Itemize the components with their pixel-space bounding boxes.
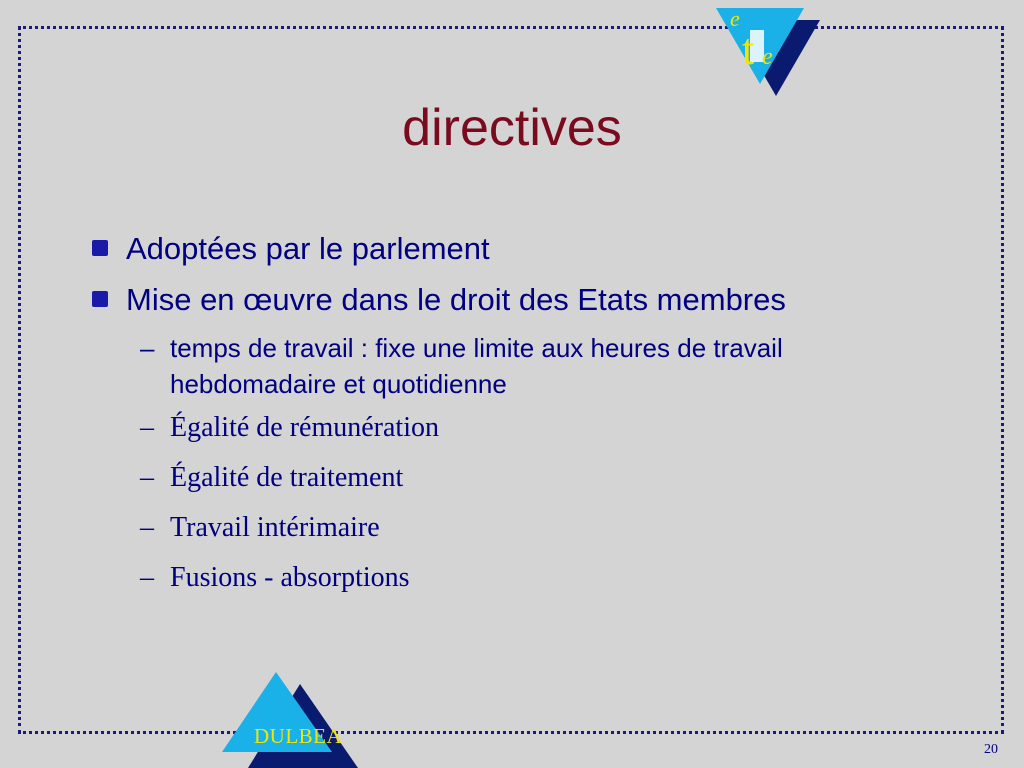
dulbea-label: DULBEA xyxy=(254,724,343,748)
bullet-text: Mise en œuvre dans le droit des Etats membres xyxy=(126,282,786,317)
sub-item-text: Égalité de rémunération xyxy=(170,412,439,443)
sub-item xyxy=(90,560,910,596)
sub-item-text: Travail intérimaire xyxy=(170,512,380,543)
slide-content xyxy=(90,228,910,610)
bullet-item xyxy=(90,279,910,320)
dulbea-logo xyxy=(222,670,372,768)
dash-marker: – xyxy=(140,562,154,593)
sub-item xyxy=(90,410,910,446)
logo-letter-t: t xyxy=(742,25,755,74)
bullet-diamond-icon xyxy=(92,240,108,256)
page-number: 20 xyxy=(984,742,998,757)
dash-marker: – xyxy=(140,462,154,493)
sub-item-text: Fusions - absorptions xyxy=(170,562,410,593)
etude-logo xyxy=(712,4,822,99)
sub-item xyxy=(90,330,910,402)
slide-title: directives xyxy=(402,99,622,157)
sub-item-text: temps de travail : fixe une limite aux heures de travail hebdomadaire et quotidienne xyxy=(170,333,783,399)
logo-letter-e-top: e xyxy=(730,6,740,31)
bullet-item xyxy=(90,228,910,269)
logo-letter-e-bottom: e xyxy=(762,44,773,70)
bullet-text: Adoptées par le parlement xyxy=(126,231,490,266)
bullet-diamond-icon xyxy=(92,291,108,307)
sub-item xyxy=(90,460,910,496)
sub-item xyxy=(90,510,910,546)
sub-item-text: Égalité de traitement xyxy=(170,462,404,493)
dash-marker: – xyxy=(140,333,155,363)
dash-marker: – xyxy=(140,512,154,543)
dash-marker: – xyxy=(140,412,154,443)
